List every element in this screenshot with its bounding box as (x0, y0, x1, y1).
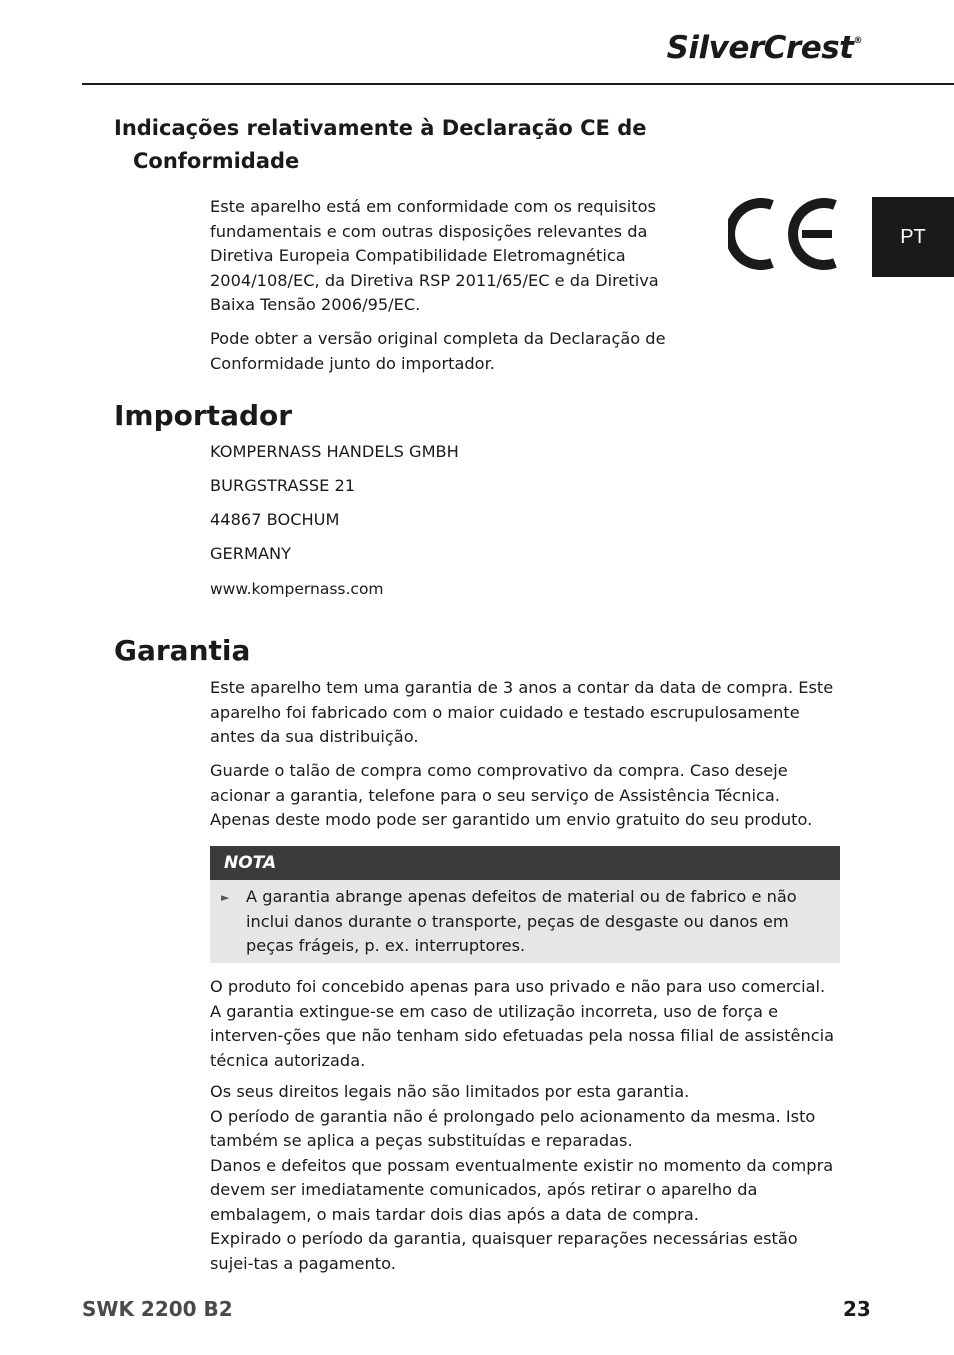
ce-paragraph-2: Pode obter a versão original completa da Declaração de Conformidade junto do importador. (210, 329, 666, 373)
importer-country: GERMANY (210, 544, 292, 563)
warranty-heading: Garantia (114, 634, 251, 667)
language-tab: PT (872, 197, 954, 277)
note-text: A garantia abrange apenas defeitos de material ou de fabrico e não inclui danos durante o transporte, peças de desgaste ou danos em peças frágeis, p. ex. interruptores. (246, 887, 797, 955)
importer-heading: Importador (114, 399, 293, 432)
warranty-paragraph-4 (210, 1080, 840, 1276)
importer-city: 44867 BOCHUM (210, 510, 340, 529)
ce-paragraph-1: Este aparelho está em conformidade com os requisitos fundamentais e com outras disposições relevantes da Diretiva Europeia Compatibilidade Eletromagnética 2004/108/EC, da Diretiva RSP 2011/65/EC e da Diretiva Baixa Tensão 2006/95/EC. (210, 197, 659, 314)
ce-heading-line2: Conformidade (133, 149, 300, 173)
page-number: 23 (843, 1297, 871, 1321)
ce-heading-line1: Indicações relativamente à Declaração CE de (114, 116, 647, 140)
importer-website: www.kompernass.com (210, 580, 384, 598)
ce-mark-icon (728, 197, 840, 271)
note-box (210, 846, 840, 963)
warranty-paragraph-3: O produto foi concebido apenas para uso privado e não para uso comercial. A garantia extingue-se em caso de utilização incorreta, uso de força e interven-ções que não tenham sido efetuadas pela nossa filial de assistência técnica autorizada. (210, 977, 835, 1070)
brand-name: SilverCrest (666, 30, 854, 66)
warranty-line-expired: Expirado o período da garantia, quaisquer reparações necessárias estão sujei-tas a pagamento. (210, 1229, 798, 1273)
header-rule (82, 83, 954, 85)
footer-model: SWK 2200 B2 (82, 1297, 233, 1321)
importer-street: BURGSTRASSE 21 (210, 476, 356, 495)
warranty-line-legal-rights: Os seus direitos legais não são limitados por esta garantia. (210, 1082, 690, 1101)
warranty-line-period: O período de garantia não é prolongado pelo acionamento da mesma. Isto também se aplica a peças substituídas e reparadas. (210, 1106, 816, 1150)
warranty-paragraph-2: Guarde o talão de compra como comprovativo da compra. Caso deseje acionar a garantia, telefone para o seu serviço de Assistência Técnica. Apenas deste modo pode ser garantido um envio gratuito do seu produto. (210, 761, 813, 829)
warranty-line-defects: Danos e defeitos que possam eventualmente existir no momento da compra devem ser imediatamente comunicados, após retirar o aparelho da embalagem, o mais tardar dois dias após a data de compra. (210, 1155, 834, 1224)
brand-logo (667, 30, 862, 66)
note-label: NOTA (210, 846, 840, 880)
arrow-bullet-icon: ► (221, 891, 230, 904)
ce-declaration-heading (114, 112, 714, 178)
registered-mark: ® (853, 36, 862, 46)
warranty-paragraph-1: Este aparelho tem uma garantia de 3 anos a contar da data de compra. Este aparelho foi fabricado com o maior cuidado e testado escrupulosamente antes da sua distribuição. (210, 678, 834, 746)
importer-company: KOMPERNASS HANDELS GMBH (210, 442, 459, 461)
